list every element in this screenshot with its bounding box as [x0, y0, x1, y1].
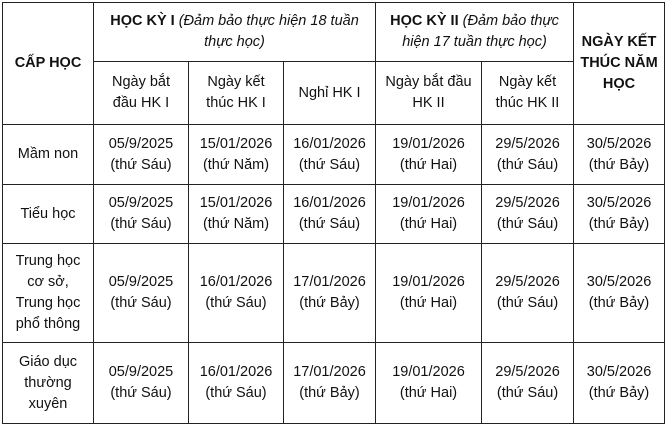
header-end-year: NGÀY KẾT THÚC NĂM HỌC: [574, 3, 665, 125]
date-cell-end-year: [574, 343, 665, 424]
level-cell: Tiểu học: [3, 185, 94, 244]
header-end-hk1: Ngày kết thúc HK I: [189, 62, 284, 125]
weekday-value: (thứ Bảy): [588, 156, 650, 173]
weekday-value: (thứ Năm): [202, 156, 270, 173]
header-row-sub: [3, 62, 665, 125]
level-cell: Mầm non: [3, 125, 94, 185]
date-value: 16/01/2026: [293, 195, 366, 211]
date-value: 30/5/2026: [586, 135, 652, 152]
weekday-value: (thứ Sáu): [110, 295, 172, 311]
table-row: [3, 343, 665, 424]
date-value: 05/9/2025: [108, 195, 174, 211]
date-cell-end-year: [574, 244, 665, 343]
date-value: 17/01/2026: [293, 364, 366, 380]
weekday-value: (thứ Sáu): [298, 216, 361, 232]
date-cell-break-hk1: [284, 244, 376, 343]
date-value: 15/01/2026: [199, 135, 273, 152]
date-value: 05/9/2025: [108, 364, 174, 380]
header-break-hk1: Nghỉ HK I: [284, 62, 376, 125]
header-hk1: [94, 3, 376, 62]
date-cell-end-hk1: [189, 185, 284, 244]
weekday-value: (thứ Sáu): [496, 216, 559, 232]
header-start-hk1: Ngày bắt đầu HK I: [94, 62, 189, 125]
date-value: 05/9/2025: [108, 274, 174, 290]
weekday-value: (thứ Sáu): [298, 156, 361, 173]
header-hk2-title: HỌC KỲ II: [390, 13, 459, 29]
date-value: 29/5/2026: [495, 274, 560, 290]
date-value: 19/01/2026: [392, 364, 465, 380]
header-row-top: [3, 3, 665, 62]
weekday-value: (thứ Sáu): [205, 295, 267, 311]
table-row: [3, 185, 665, 244]
date-value: 16/01/2026: [199, 364, 273, 380]
weekday-value: (thứ Bảy): [588, 295, 650, 311]
weekday-value: (thứ Sáu): [496, 295, 559, 311]
weekday-value: (thứ Hai): [399, 156, 458, 173]
weekday-value: (thứ Hai): [399, 216, 458, 232]
date-value: 16/01/2026: [293, 135, 366, 152]
weekday-value: (thứ Sáu): [110, 385, 172, 401]
weekday-value: (thứ Bảy): [299, 385, 360, 401]
date-cell-end-year: [574, 185, 665, 244]
header-hk2: [376, 3, 574, 62]
date-cell-end-year: [574, 125, 665, 185]
date-value: 30/5/2026: [586, 364, 652, 380]
header-hk1-note: (Đảm bảo thực hiện 18 tuần thực học): [178, 13, 359, 50]
date-value: 30/5/2026: [586, 195, 652, 211]
weekday-value: (thứ Bảy): [588, 216, 650, 232]
date-cell-end-hk2: [482, 343, 574, 424]
date-cell-end-hk1: [189, 343, 284, 424]
date-value: 05/9/2025: [108, 135, 174, 152]
date-value: 29/5/2026: [495, 135, 560, 152]
table-row: [3, 244, 665, 343]
school-year-schedule-table: [2, 2, 665, 424]
weekday-value: (thứ Bảy): [588, 385, 650, 401]
header-end-hk2: Ngày kết thúc HK II: [482, 62, 574, 125]
header-cap-hoc: CẤP HỌC: [3, 3, 94, 125]
date-value: 15/01/2026: [199, 195, 273, 211]
weekday-value: (thứ Sáu): [110, 156, 172, 173]
date-cell-start-hk2: [376, 244, 482, 343]
weekday-value: (thứ Sáu): [110, 216, 172, 232]
header-start-hk2: Ngày bắt đầu HK II: [376, 62, 482, 125]
level-cell: Trung học cơ sở, Trung học phổ thông: [3, 244, 94, 343]
date-cell-start-hk1: [94, 185, 189, 244]
date-cell-start-hk1: [94, 343, 189, 424]
date-cell-end-hk2: [482, 185, 574, 244]
weekday-value: (thứ Năm): [202, 216, 270, 232]
date-value: 19/01/2026: [392, 135, 465, 152]
date-cell-break-hk1: [284, 125, 376, 185]
date-cell-end-hk2: [482, 125, 574, 185]
table-row: [3, 125, 665, 185]
date-cell-start-hk1: [94, 125, 189, 185]
date-cell-start-hk2: [376, 125, 482, 185]
date-cell-start-hk2: [376, 185, 482, 244]
date-cell-start-hk1: [94, 244, 189, 343]
weekday-value: (thứ Sáu): [496, 156, 559, 173]
weekday-value: (thứ Bảy): [299, 295, 360, 311]
header-hk2-note: (Đảm bảo thực hiện 17 tuần thực học): [402, 13, 559, 50]
level-cell: Giáo dục thường xuyên: [3, 343, 94, 424]
date-value: 30/5/2026: [586, 274, 652, 290]
date-cell-end-hk1: [189, 244, 284, 343]
date-value: 19/01/2026: [392, 274, 465, 290]
date-cell-break-hk1: [284, 185, 376, 244]
date-value: 29/5/2026: [495, 364, 560, 380]
date-cell-start-hk2: [376, 343, 482, 424]
header-hk1-title: HỌC KỲ I: [110, 13, 175, 29]
weekday-value: (thứ Sáu): [496, 385, 559, 401]
date-cell-break-hk1: [284, 343, 376, 424]
weekday-value: (thứ Hai): [399, 385, 458, 401]
date-cell-end-hk2: [482, 244, 574, 343]
date-cell-end-hk1: [189, 125, 284, 185]
date-value: 16/01/2026: [199, 274, 273, 290]
weekday-value: (thứ Hai): [399, 295, 458, 311]
date-value: 17/01/2026: [293, 274, 366, 290]
date-value: 19/01/2026: [392, 195, 465, 211]
date-value: 29/5/2026: [495, 195, 560, 211]
weekday-value: (thứ Sáu): [205, 385, 267, 401]
